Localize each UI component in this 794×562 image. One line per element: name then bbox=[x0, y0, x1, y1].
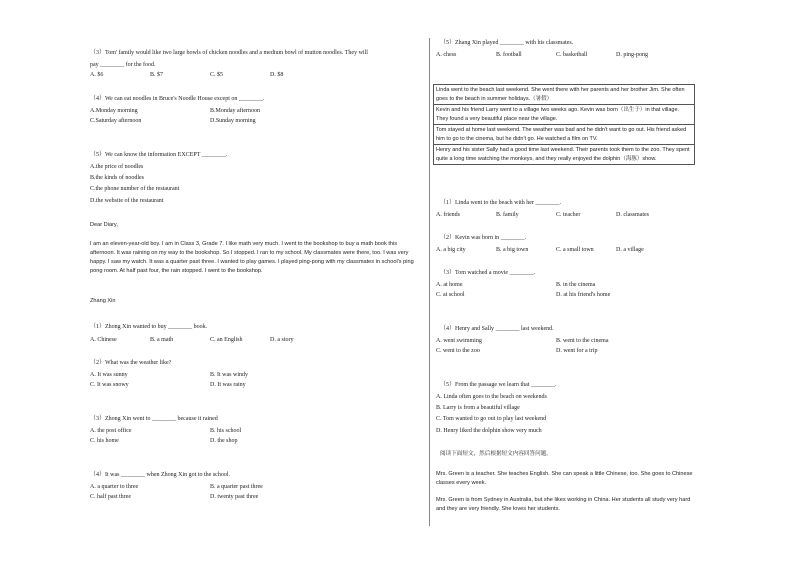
r4-option-d: D. went for a trip bbox=[556, 348, 598, 354]
passage-paragraph-2: Mrs. Green is from Sydney in Australia, but she likes working in China. Her students all study very hard and they are very friendly. She loves her students. bbox=[436, 497, 691, 513]
r3-option-d: D. at his friend's home bbox=[556, 292, 611, 298]
r4-option-a: A. went swimming bbox=[436, 338, 482, 344]
r2-option-d: D. a village bbox=[616, 247, 644, 253]
d4-option-b: B. a quarter past three bbox=[210, 484, 263, 490]
diary-q4-stem: （4）It was ________ when Zhong Xin got to the school. bbox=[90, 472, 230, 478]
q4-option-c: C.Saturday afternoon bbox=[90, 118, 142, 124]
d4-option-c: C. half past three bbox=[90, 494, 131, 500]
d5-option-b: B. football bbox=[496, 52, 522, 58]
diary-body: I am an eleven-year-old boy. I am in Class 3, Grade 7. I like math very much. I went to the bookshop to buy a math book this afternoon. It was raining on my way to the bookshop. So I stopped. I ran to my school. My classmates were there, too. I was very happy. I saw my watch. It was a quarter past three. I wanted to play games. I played ping-pong with my classmates in school's ping pong room. At half past four, the rain stopped. I went to the bookshop. bbox=[90, 241, 414, 275]
reading-q2-stem: （2）Kevin was born in ________. bbox=[440, 235, 527, 241]
reading-q3-stem: （3）Tom watched a movie ________. bbox=[440, 270, 536, 276]
passage-linda: Linda went to the beach last weekend. She went there with her parents and her brother Jim. She often goes to the beach in summer holidays.（暑假） bbox=[434, 85, 694, 105]
d2-option-d: D. It was rainy bbox=[210, 382, 246, 388]
d2-option-b: B. It was windy bbox=[210, 372, 248, 378]
diary-signature: Zhang Xin bbox=[90, 298, 116, 304]
question-3-stem-line1: （3）Tom' family would like two large bowls of chicken noodles and a medium bowl of mutton noodles. They will bbox=[90, 50, 368, 56]
diary-q2-stem: （2）What was the weather like? bbox=[90, 360, 172, 366]
r5-option-b: B. Larry is from a beautiful village bbox=[436, 405, 520, 411]
q5-option-a: A.the price of noodles bbox=[90, 164, 144, 170]
d1-option-a: A. Chinese bbox=[90, 337, 117, 343]
d3-option-c: C. his home bbox=[90, 438, 119, 444]
d1-option-d: D. a story bbox=[270, 337, 294, 343]
d3-option-b: B. his school bbox=[210, 428, 242, 434]
r2-option-b: B. a big town bbox=[496, 247, 529, 253]
q3-option-d: D. $8 bbox=[270, 72, 284, 78]
question-3-stem-line2: pay ________ for the food. bbox=[90, 62, 156, 68]
r3-option-a: A. at home bbox=[436, 282, 463, 288]
q4-option-d: D.Sunday morning bbox=[210, 118, 256, 124]
r2-option-c: C. a small town bbox=[556, 247, 594, 253]
r5-option-c: C. Tom wanted to go out to play last weekend bbox=[436, 416, 547, 422]
q4-option-b: B.Monday afternoon bbox=[210, 108, 260, 114]
passage-paragraph-1: Mrs. Green is a teacher. She teaches English. She can speak a little Chinese, too. She goes to Chinese classes every week. bbox=[436, 471, 693, 487]
r4-option-b: B. went to the cinema bbox=[556, 338, 609, 344]
r1-option-c: C. teacher bbox=[556, 212, 581, 218]
d5-option-a: A. chess bbox=[436, 52, 457, 58]
r1-option-b: B. family bbox=[496, 212, 519, 218]
section-instruction: 阅读下面短文，然后根据短文内容回答问题。 bbox=[440, 451, 552, 457]
d4-option-a: A. a quarter to three bbox=[90, 484, 139, 490]
reading-q5-stem: （5）From the passage we learn that ________. bbox=[440, 382, 557, 388]
q5-option-b: B.the kinds of noodles bbox=[90, 175, 144, 181]
question-4-stem: （4）We can eat noodles in Bruce's Noodle House except on ________. bbox=[90, 96, 265, 102]
d1-option-b: B. a math bbox=[150, 337, 174, 343]
diary-q5-stem: （5）Zhang Xin played ________ with his classmates. bbox=[440, 40, 574, 46]
reading-q4-stem: （4）Henry and Sally ________ last weekend. bbox=[440, 326, 554, 332]
passage-table bbox=[433, 84, 695, 165]
r1-option-d: D. classmates bbox=[616, 212, 649, 218]
q5-option-c: C.the phone number of the restaurant bbox=[90, 186, 180, 192]
d1-option-c: C. an English bbox=[210, 337, 243, 343]
r4-option-c: C. went to the zoo bbox=[436, 348, 480, 354]
d4-option-d: D. twenty past three bbox=[210, 494, 259, 500]
d2-option-c: C. It was snowy bbox=[90, 382, 129, 388]
diary-q3-stem: （3）Zhong Xin went to ________ because it rained bbox=[90, 416, 218, 422]
d5-option-c: C. basketball bbox=[556, 52, 588, 58]
q3-option-a: A. $6 bbox=[90, 72, 104, 78]
r5-option-a: A. Linda often goes to the beach on weekends bbox=[436, 394, 547, 400]
q3-option-c: C. $5 bbox=[210, 72, 224, 78]
q4-option-a: A.Monday morning bbox=[90, 108, 138, 114]
q3-option-b: B. $7 bbox=[150, 72, 164, 78]
diary-greeting: Dear Diary, bbox=[90, 222, 118, 228]
r5-option-d: D. Henry liked the dolphin show very much bbox=[436, 428, 542, 434]
q5-option-d: D.the website of the restaurant bbox=[90, 198, 164, 204]
column-divider bbox=[429, 38, 430, 526]
d3-option-d: D. the shop bbox=[210, 438, 238, 444]
passage-kevin: Kevin and his friend Larry went to a village two weeks ago. Kevin was born（出生于）in that village. They found a very beautiful place near the village. bbox=[434, 105, 694, 125]
passage-tom: Tom stayed at home last weekend. The weather was bad and he didn't want to go out. His friend asked him to go to the cinema, but he didn't go. He watched a film on TV. bbox=[434, 125, 694, 145]
reading-q1-stem: （1）Linda went to the beach with her ________. bbox=[440, 200, 561, 206]
d3-option-a: A. the post office bbox=[90, 428, 132, 434]
r3-option-c: C. at school bbox=[436, 292, 465, 298]
r3-option-b: B. in the cinema bbox=[556, 282, 596, 288]
d2-option-a: A. It was sunny bbox=[90, 372, 128, 378]
diary-q1-stem: （1）Zhong Xin wanted to buy ________ book. bbox=[90, 324, 208, 330]
question-5-stem: （5）We can know the information EXCEPT ________. bbox=[90, 152, 228, 158]
r1-option-a: A. friends bbox=[436, 212, 460, 218]
r2-option-a: A. a big city bbox=[436, 247, 466, 253]
d5-option-d: D. ping-pong bbox=[616, 52, 648, 58]
passage-henry: Henry and his sister Sally had a good time last weekend. Their parents took them to the zoo. They spent quite a long time watching the monkeys, and they really enjoyed the dolphin（海豚）show. bbox=[436, 147, 690, 162]
